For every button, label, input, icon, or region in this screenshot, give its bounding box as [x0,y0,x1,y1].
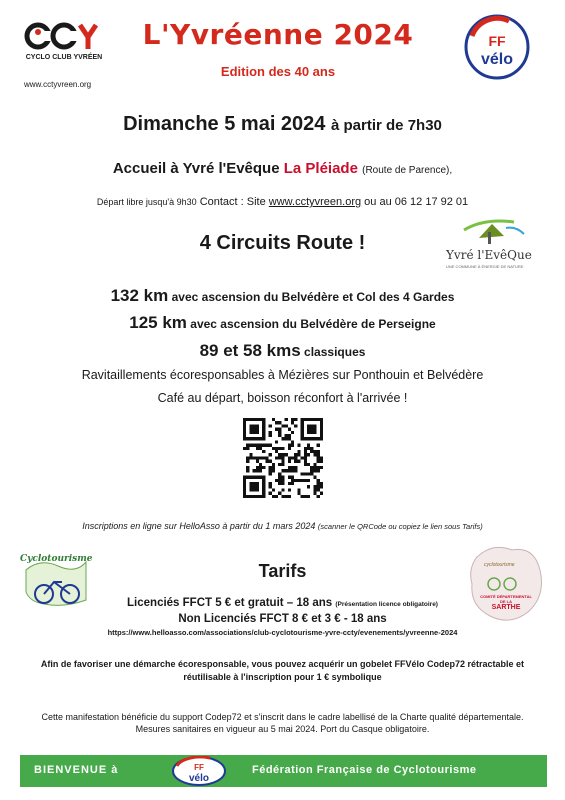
circuit-1-km: 132 km [110,286,169,305]
coffee-line: Café au départ, boisson réconfort à l'arrivée ! [157,391,408,405]
welcome-line [0,160,565,177]
contact-line [0,196,565,208]
support-line-1: Cette manifestation bénéficie du support Codep72 et s'inscrit dans le cadre labellisé de la Charte qualité départementale. [41,712,524,722]
helloasso-url [0,628,565,637]
circuit-2-km: 125 km [129,313,187,332]
eco-line-1: Afin de favoriser une démarche écoresponsable, vous pouvez acquérir un gobelet FFVélo Codep72 rétractable et [40,659,525,669]
date-suffix: à partir de 7h30 [331,117,442,134]
eco-line-2: réutilisable à l'inscription pour 1 € symbolique [183,672,382,682]
sarthe-logo-line2: DE LA [500,599,512,604]
sarthe-logo-line3: SARTHE [491,604,521,611]
helloasso-link[interactable]: https://www.helloasso.com/associations/club-cyclotourisme-yvre-ccty/evenements/yvreenne-2024 [107,628,458,637]
tarif-non-licencies: Non Licenciés FFCT 8 € et 3 € - 18 ans [178,613,387,625]
circuit-1-desc: avec ascension du Belvédère et Col des 4 Gardes [171,290,455,304]
inscriptions-line [0,521,565,531]
banner-federation: Fédération Française de Cyclotourisme [252,764,477,776]
svg-text:FF: FF [194,763,204,772]
circuit-2-desc: avec ascension du Belvédère de Perseigne [190,317,436,331]
svg-text:vélo: vélo [188,773,210,784]
departure-time: Départ libre jusqu'à 9h30 [96,197,197,207]
banner-ffvelo-logo [172,756,226,786]
circuit-3 [0,341,565,361]
registration-qr-code[interactable] [243,418,323,498]
svg-text:vélo: vélo [480,51,514,68]
yvre-logo [444,210,544,270]
tarifs-heading: Tarifs [258,561,307,581]
welcome-road: (Route de Parence), [362,165,453,176]
welcome-place: La Pléiade [283,160,358,177]
ffvelo-logo [464,14,530,80]
edition-subtitle: Edition des 40 ans [220,64,336,79]
circuit-1 [0,286,565,306]
ccy-logo [24,22,104,72]
event-date [0,113,565,136]
page-title: L'Yvréenne 2024 [142,18,414,51]
club-site: www.cctyvreen.org [24,80,92,89]
yvre-logo-text: Yvré l'EvêQue [446,248,532,262]
tarif-licencies-text: Licenciés FFCT 5 € et gratuit – 18 ans [127,597,333,609]
circuit-3-km: 89 et 58 kms [199,341,301,360]
contact-site-link[interactable]: www.cctyvreen.org [268,196,362,208]
circuit-2 [0,313,565,333]
svg-text:FF: FF [488,33,506,49]
ffvelo-banner [20,755,547,787]
contact-phone: ou au 06 12 17 92 01 [364,196,469,208]
support-line-2: Mesures sanitaires en vigueur au 5 mai 2024. Port du Casque obligatoire. [135,724,430,734]
banner-welcome: BIENVENUE à [34,764,119,776]
date-main: Dimanche 5 mai 2024 [123,113,326,135]
welcome-prefix: Accueil à Yvré l'Evêque [112,160,280,177]
yvre-logo-tagline: UNE COMMUNE À ÉNERGIE DE NATURE [446,264,524,269]
supplies-line: Ravitaillements écoresponsables à Mézières sur Ponthouin et Belvédère [81,368,484,382]
club-name: CYCLO CLUB YVRÉEN [25,54,103,61]
sarthe-logo-small: cyclotourisme [484,562,515,568]
circuit-3-desc: classiques [304,345,366,359]
tarif-licencies-note: (Présentation licence obligatoire) [335,601,438,608]
inscriptions-note: (scanner le QRCode ou copiez le lien sous Tarifs) [317,522,483,531]
contact-prefix: Contact : Site [199,196,266,208]
tarif-licencies [0,597,565,609]
cyclotourisme-logo-text: Cyclotourisme [20,554,93,564]
sarthe-logo-line1: COMITÉ DÉPARTEMENTAL [480,594,532,599]
circuits-heading: 4 Circuits Route ! [199,232,366,254]
inscriptions-main: Inscriptions en ligne sur HelloAsso à partir du 1 mars 2024 [82,521,316,531]
